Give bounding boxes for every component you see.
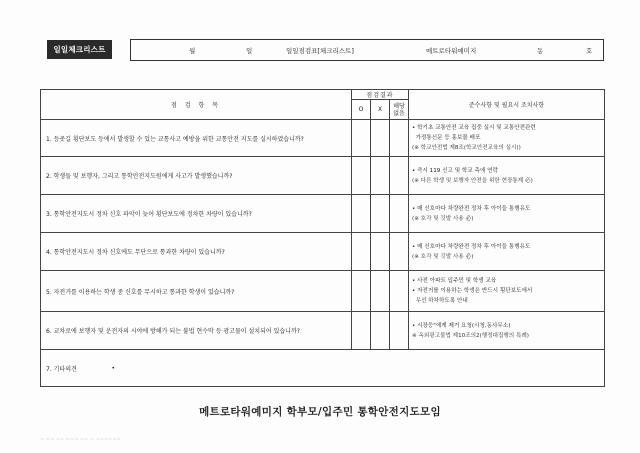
col-header-o: O — [352, 100, 371, 120]
checklist-badge: 일일체크리스트 — [47, 40, 112, 59]
table-row-other — [41, 350, 605, 387]
other-opinion-field[interactable] — [111, 350, 605, 387]
check-x-cell[interactable] — [371, 312, 390, 350]
action-cell — [409, 157, 605, 195]
action-line: • 매 신호마다 차량완전 정차 후 아이들 통행유도 — [412, 205, 531, 212]
action-line: • 매 신호마다 차량완전 정차 후 아이들 통행유도 — [412, 243, 531, 250]
action-line: • 학기초 교통안전 교육 집중 실시 및 교통안전관련 — [412, 125, 536, 131]
question-cell: 3. 통학안전지도시 정차 신호 파악이 늦어 횡단보도에 정차한 차량이 있습니까? — [41, 195, 352, 233]
col-header-items: 점 검 항 목 — [41, 90, 352, 120]
day-label: 일 — [246, 47, 253, 55]
other-opinion-bullet: • — [111, 364, 116, 372]
table-row — [41, 312, 605, 350]
action-line: • 즉시 119 신고 및 학교 측에 연락 — [412, 167, 498, 174]
action-note: ※ 옥외광고물법 제10조의2(행정대집행의 특례) — [412, 332, 529, 339]
check-na-cell[interactable] — [390, 312, 409, 350]
check-o-cell[interactable] — [352, 195, 371, 233]
action-cell — [409, 233, 605, 271]
col-header-action: 준수사항 및 필요시 조치사항 — [409, 90, 605, 120]
question-cell: 1. 등굣길 횡단보도 등에서 발생할 수 있는 교통사고 예방을 위한 교통안전 지도를 실시하였습니까? — [41, 120, 352, 157]
check-o-cell[interactable] — [352, 233, 371, 271]
check-o-cell[interactable] — [352, 157, 371, 195]
ho-label: 호 — [586, 47, 593, 55]
action-cell — [409, 195, 605, 233]
action-line: 가정통신문 등 홍보물 배포 — [412, 135, 481, 141]
action-cell — [409, 271, 605, 312]
doc-title: 일일점검표[체크리스트] — [286, 47, 354, 55]
check-na-cell[interactable] — [390, 157, 409, 195]
header-info-box — [130, 39, 604, 61]
faint-print-mark: ~ ~~ ~~ ~~~ ~~ ~ ~~~~~~ — [40, 437, 121, 443]
check-x-cell[interactable] — [371, 271, 390, 312]
action-line: • 자전거를 이용하는 학생은 반드시 횡단보도에서 — [412, 288, 533, 294]
action-note: (※ 호각 및 깃발 사용 必) — [412, 253, 474, 260]
action-note: (※ 학교안전법 제8조(학교안전교육의 실시)) — [412, 145, 521, 151]
question-cell: 4. 통학안전지도시 정차 신호에도 무단으로 통과한 차량이 있습니까? — [41, 233, 352, 271]
col-header-result: 점검결과 — [352, 90, 409, 100]
month-label: 월 — [189, 47, 196, 55]
question-cell: 6. 교차로에 보행자 및 운전자의 시야에 방해가 되는 불법 현수막 등 광고물이 설치되어 있습니까? — [41, 312, 352, 350]
footer-organization: 메트로타워예미지 학부모/입주민 통학안전지도모임 — [199, 406, 441, 418]
other-opinion-label: 7. 기타의견 — [41, 350, 352, 387]
check-x-cell[interactable] — [371, 195, 390, 233]
table-row — [41, 233, 605, 271]
check-o-cell[interactable] — [352, 120, 371, 157]
action-line: • 시장등"에게 제거 요청(시청,동사무소) — [412, 322, 511, 329]
dong-label: 동 — [537, 47, 544, 55]
check-x-cell[interactable] — [371, 233, 390, 271]
col-header-na-text: 해당 없음 — [393, 102, 405, 117]
table-row — [41, 157, 605, 195]
action-note: (※ 호각 및 깃발 사용 必) — [412, 215, 474, 222]
check-na-cell[interactable] — [390, 271, 409, 312]
col-header-x: X — [371, 100, 390, 120]
check-x-cell[interactable] — [371, 120, 390, 157]
action-cell — [409, 120, 605, 157]
check-x-cell[interactable] — [371, 157, 390, 195]
action-note: (※ 다른 학생 및 보행자 안전을 위한 현장통제 必) — [412, 177, 533, 184]
check-o-cell[interactable] — [352, 312, 371, 350]
check-na-cell[interactable] — [390, 233, 409, 271]
check-na-cell[interactable] — [390, 120, 409, 157]
table-row — [41, 120, 605, 157]
check-na-cell[interactable] — [390, 195, 409, 233]
table-row — [41, 195, 605, 233]
school-name: 메트로타워예미지 — [426, 47, 477, 55]
action-line: 우선 하차하도록 안내 — [412, 298, 468, 304]
action-cell — [409, 312, 605, 350]
question-cell: 2. 학생들 및 보행자, 그리고 통학안전지도원에게 사고가 발생했습니까? — [41, 157, 352, 195]
table-row — [41, 271, 605, 312]
action-line: • 사전 아파트 입주민 및 학생 교육 — [412, 278, 497, 284]
checklist-table — [40, 89, 605, 387]
col-header-na — [390, 100, 409, 120]
question-cell: 5. 자전거를 이용하는 학생 중 신호를 무시하고 통과한 학생이 있습니까? — [41, 271, 352, 312]
check-o-cell[interactable] — [352, 271, 371, 312]
